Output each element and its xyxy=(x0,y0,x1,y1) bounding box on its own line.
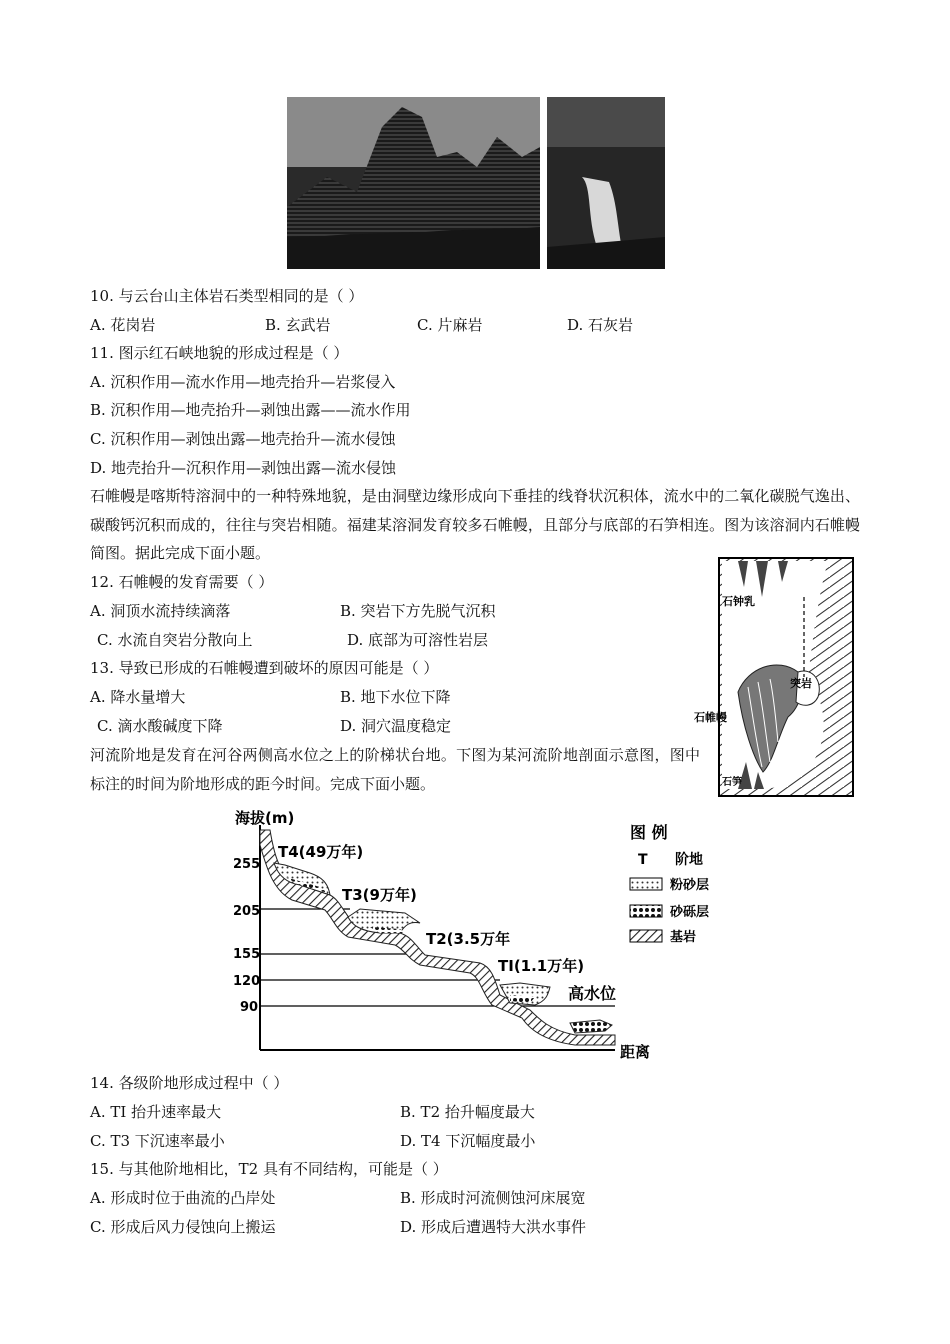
tick-120: 120 xyxy=(233,974,261,989)
tick-90: 90 xyxy=(240,1000,259,1015)
tick-205: 205 xyxy=(233,904,261,919)
legend-gravel-swatch xyxy=(630,905,662,917)
legend-bedrock-swatch xyxy=(630,930,662,942)
terrace-t1: TI(1.1万年) xyxy=(498,957,585,975)
terrace-t3: T3(9万年) xyxy=(342,886,417,904)
q12-option-b[interactable]: B. 突岩下方先脱气沉积 xyxy=(340,602,496,620)
terrace-t2: T2(3.5万年 xyxy=(426,930,511,948)
legend-gravel: 砂砾层 xyxy=(670,905,710,920)
label-ledge: 突岩 xyxy=(790,677,812,690)
terrace-t4: T4(49万年) xyxy=(278,843,364,861)
q13-stem: 13. 导致已形成的石帷幔遭到破坏的原因可能是（ ） xyxy=(90,659,439,677)
q12-option-d[interactable]: D. 底部为可溶性岩层 xyxy=(347,631,489,649)
q13-option-b[interactable]: B. 地下水位下降 xyxy=(340,688,451,706)
yuntai-photo-left xyxy=(287,97,540,269)
q11-option-d[interactable]: D. 地壳抬升—沉积作用—剥蚀出露—流水侵蚀 xyxy=(90,459,397,477)
tick-155: 155 xyxy=(233,947,261,962)
tick-255: 255 xyxy=(233,857,261,872)
q14-option-d[interactable]: D. T4 下沉幅度最小 xyxy=(400,1132,536,1150)
q15-option-a[interactable]: A. 形成时位于曲流的凸岸处 xyxy=(90,1189,276,1207)
legend-t-symbol: T xyxy=(638,852,648,868)
yuntai-photo-right xyxy=(547,97,665,269)
passage-river-terrace: 河流阶地是发育在河谷两侧高水位之上的阶梯状台地。下图为某河流阶地剖面示意图，图中标注的时间为阶地形成的距今时间。完成下面小题。 xyxy=(90,746,700,793)
q10-stem: 10. 与云台山主体岩石类型相同的是（ ） xyxy=(90,287,364,305)
legend-title: 图 例 xyxy=(630,823,668,842)
stone-curtain-diagram xyxy=(694,557,854,797)
q11-option-a[interactable]: A. 沉积作用—流水作用—地壳抬升—岩浆侵入 xyxy=(90,373,396,391)
q12-option-a[interactable]: A. 洞顶水流持续滴落 xyxy=(90,602,231,620)
legend-silt: 粉砂层 xyxy=(670,878,710,893)
q11-stem: 11. 图示红石峡地貌的形成过程是（ ） xyxy=(90,344,349,362)
legend-silt-swatch xyxy=(630,878,662,890)
q15-stem: 15. 与其他阶地相比，T2 具有不同结构，可能是（ ） xyxy=(90,1160,448,1178)
q12-stem: 12. 石帷幔的发育需要（ ） xyxy=(90,573,274,591)
q10-option-a[interactable]: A. 花岗岩 xyxy=(90,316,156,334)
q10-option-d[interactable]: D. 石灰岩 xyxy=(567,316,634,334)
legend-t-label: 阶地 xyxy=(675,852,703,868)
passage-stone-curtain: 石帷幔是喀斯特溶洞中的一种特殊地貌，是由洞壁边缘形成向下垂挂的线脊状沉积体，流水中的二氧化碳脱气逸出、碳酸钙沉积而成的，往往与突岩相随。福建某溶洞发育较多石帷幔，且部分与底部的石笋相连。图为该溶洞内石帷幔简图。据此完成下面小题。 xyxy=(90,487,860,562)
q13-option-a[interactable]: A. 降水量增大 xyxy=(90,688,186,706)
river-terrace-diagram xyxy=(230,805,730,1070)
q11-option-b[interactable]: B. 沉积作用—地壳抬升—剥蚀出露——流水作用 xyxy=(90,401,411,419)
q13-option-d[interactable]: D. 洞穴温度稳定 xyxy=(340,717,452,735)
q15-option-c[interactable]: C. 形成后风力侵蚀向上搬运 xyxy=(90,1218,276,1236)
x-axis-label: 距离 xyxy=(620,1043,651,1061)
q14-option-b[interactable]: B. T2 抬升幅度最大 xyxy=(400,1103,535,1121)
q14-stem: 14. 各级阶地形成过程中（ ） xyxy=(90,1074,289,1092)
q14-option-c[interactable]: C. T3 下沉速率最小 xyxy=(90,1132,225,1150)
q10-option-b[interactable]: B. 玄武岩 xyxy=(265,316,331,334)
q13-option-c[interactable]: C. 滴水酸碱度下降 xyxy=(97,717,223,735)
q15-option-b[interactable]: B. 形成时河流侧蚀河床展宽 xyxy=(400,1189,586,1207)
legend-bedrock: 基岩 xyxy=(670,930,697,945)
label-stalactite: 石钟乳 xyxy=(722,595,755,608)
q14-option-a[interactable]: A. TI 抬升速率最大 xyxy=(90,1103,222,1121)
y-axis-label: 海拔(m) xyxy=(235,809,295,827)
label-stalagmite: 石笋 xyxy=(722,777,742,788)
label-curtain: 石帷幔 xyxy=(694,711,727,724)
q12-option-c[interactable]: C. 水流自突岩分散向上 xyxy=(97,631,253,649)
q10-option-c[interactable]: C. 片麻岩 xyxy=(417,316,483,334)
q15-option-d[interactable]: D. 形成后遭遇特大洪水事件 xyxy=(400,1218,587,1236)
high-water-label: 高水位 xyxy=(568,984,617,1003)
q11-option-c[interactable]: C. 沉积作用—剥蚀出露—地壳抬升—流水侵蚀 xyxy=(90,430,396,448)
